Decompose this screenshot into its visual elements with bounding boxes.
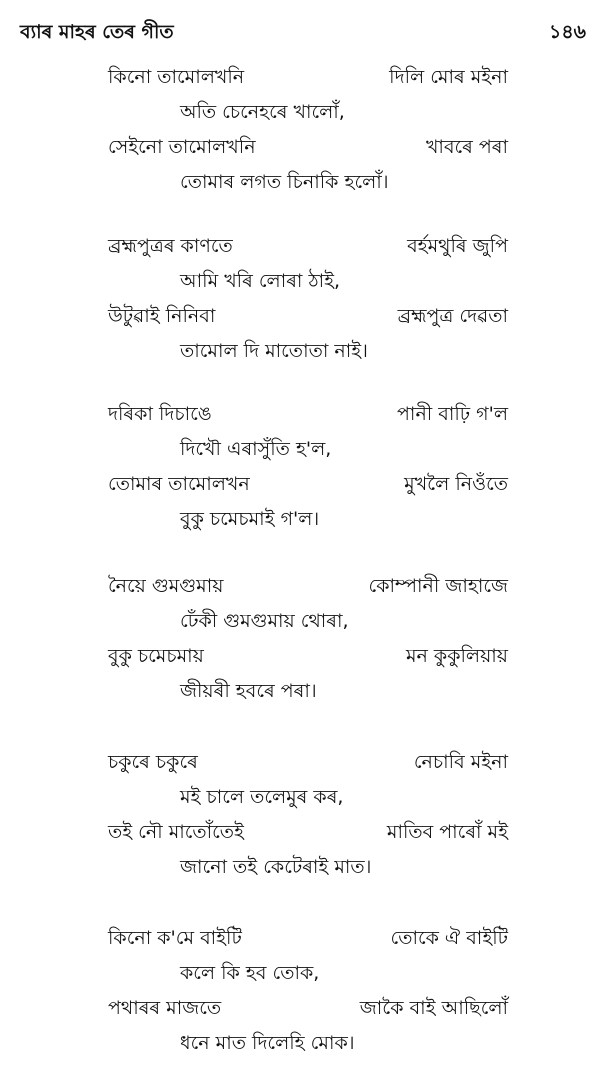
page-number: ১৪৬ [548,21,586,43]
verse-line-indented: বুকু চমেচমাই গ'ল। [180,508,320,530]
verse-line-right: পানী বাঢ়ি গ'ল [397,403,508,425]
verse-line-right: মাতিব পাৰোঁ মই [386,821,508,843]
verse-line-indented: দিখৌ এৰাসুঁতি হ'ল, [180,438,332,460]
verse-line-left: দৰিকা দিচাঙে [108,403,212,425]
verse-line-indented: জানো তই কেটেৰাই মাত। [180,856,372,878]
running-header-title: ব্যাৰ মাহৰ তেৰ গীত [20,21,174,43]
verse-line-right: মন কুকুলিয়ায় [405,645,508,667]
verse-line-left: সেইনো তামোলখনি [108,136,256,158]
verse-line-indented: ধনে মাত দিলেহি মোক। [180,1032,355,1054]
verse-line-left: নৈয়ে গুমগুমায় [108,575,224,597]
verse-line-indented: মই চালে তলেমুৰ কৰ, [180,786,344,808]
verse-line-right: দিলি মোৰ মইনা [389,66,508,88]
verse-line-right: মুখলৈ নিওঁতে [404,473,508,495]
verse-line-left: তোমাৰ তামোলখন [108,473,250,495]
verse-line-indented: তামোল দি মাতোতা নাই। [180,340,368,362]
verse-line-indented: তোমাৰ লগত চিনাকি হলোঁ। [180,171,389,193]
verse-line-left: উটুৱাই নিনিবা [108,305,216,327]
verse-line-left: বুকু চমেচমায় [108,645,204,667]
verse-line-indented: অতি চেনেহৰে খালোঁ, [180,101,345,123]
verse-line-right: কোম্পানী জাহাজে [368,575,508,597]
verse-line-indented: আমি খৰি লোৰা ঠাই, [180,270,341,292]
verse-line-left: পথাৰৰ মাজতে [108,997,222,1019]
verse-line-right: খাবৰে পৰা [425,136,508,158]
verse-line-right: ব্ৰহ্মপুত্ৰ দেৱতা [397,305,508,327]
verse-line-left: চকুৰে চকুৰে [108,751,198,773]
verse-line-right: তোকে ঐ বাইটি [390,927,508,949]
verse-line-left: ব্ৰহ্মপুত্ৰৰ কাণতে [108,235,233,257]
verse-line-indented: কলে কি হব তোক, [180,962,320,984]
verse-line-right: নেচাবি মইনা [413,751,508,773]
verse-line-indented: ঢেঁকী গুমগুমায় থোৰা, [180,610,349,632]
verse-line-right: বৰ্হমথুৰি জুপি [407,235,508,257]
verse-line-right: জাকৈ বাই আছিলোঁ [359,997,508,1019]
verse-line-left: কিনো তামোলখনি [108,66,245,88]
verse-line-left: তই নৌ মাতোঁতেই [108,821,244,843]
verse-line-left: কিনো ক'মে বাইটি [108,927,242,949]
verse-line-indented: জীয়ৰী হবৰে পৰা। [180,680,317,702]
